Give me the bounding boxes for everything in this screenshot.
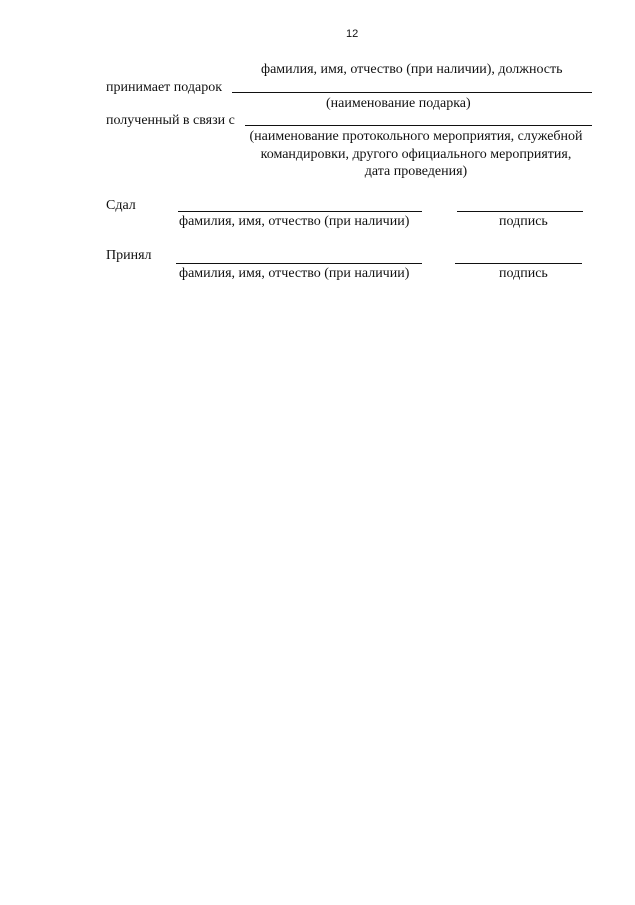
event-caption-line-2: командировки, другого официального мероприятия, [260,147,572,162]
accepted-signature-field[interactable] [455,263,582,264]
gift-name-field[interactable] [232,92,592,93]
handed-label: Сдал [106,198,136,213]
handed-sign-caption: подпись [499,214,548,229]
received-label: полученный в связи с [106,113,235,128]
page-number: 12 [346,28,359,40]
gift-name-caption: (наименование подарка) [326,96,471,111]
accepted-fio-caption: фамилия, имя, отчество (при наличии) [179,266,410,281]
accepted-label: Принял [106,248,152,263]
event-caption-line-1: (наименование протокольного мероприятия, служебной [249,129,583,144]
event-field[interactable] [245,125,592,126]
handed-signature-field[interactable] [457,211,583,212]
accepts-gift-label: принимает подарок [106,80,223,95]
fio-position-caption: фамилия, имя, отчество (при наличии), должность [261,62,563,77]
handed-fio-caption: фамилия, имя, отчество (при наличии) [179,214,410,229]
accepted-fio-field[interactable] [176,263,422,264]
accepted-sign-caption: подпись [499,266,548,281]
handed-fio-field[interactable] [178,211,422,212]
event-caption-line-3: дата проведения) [364,164,468,179]
